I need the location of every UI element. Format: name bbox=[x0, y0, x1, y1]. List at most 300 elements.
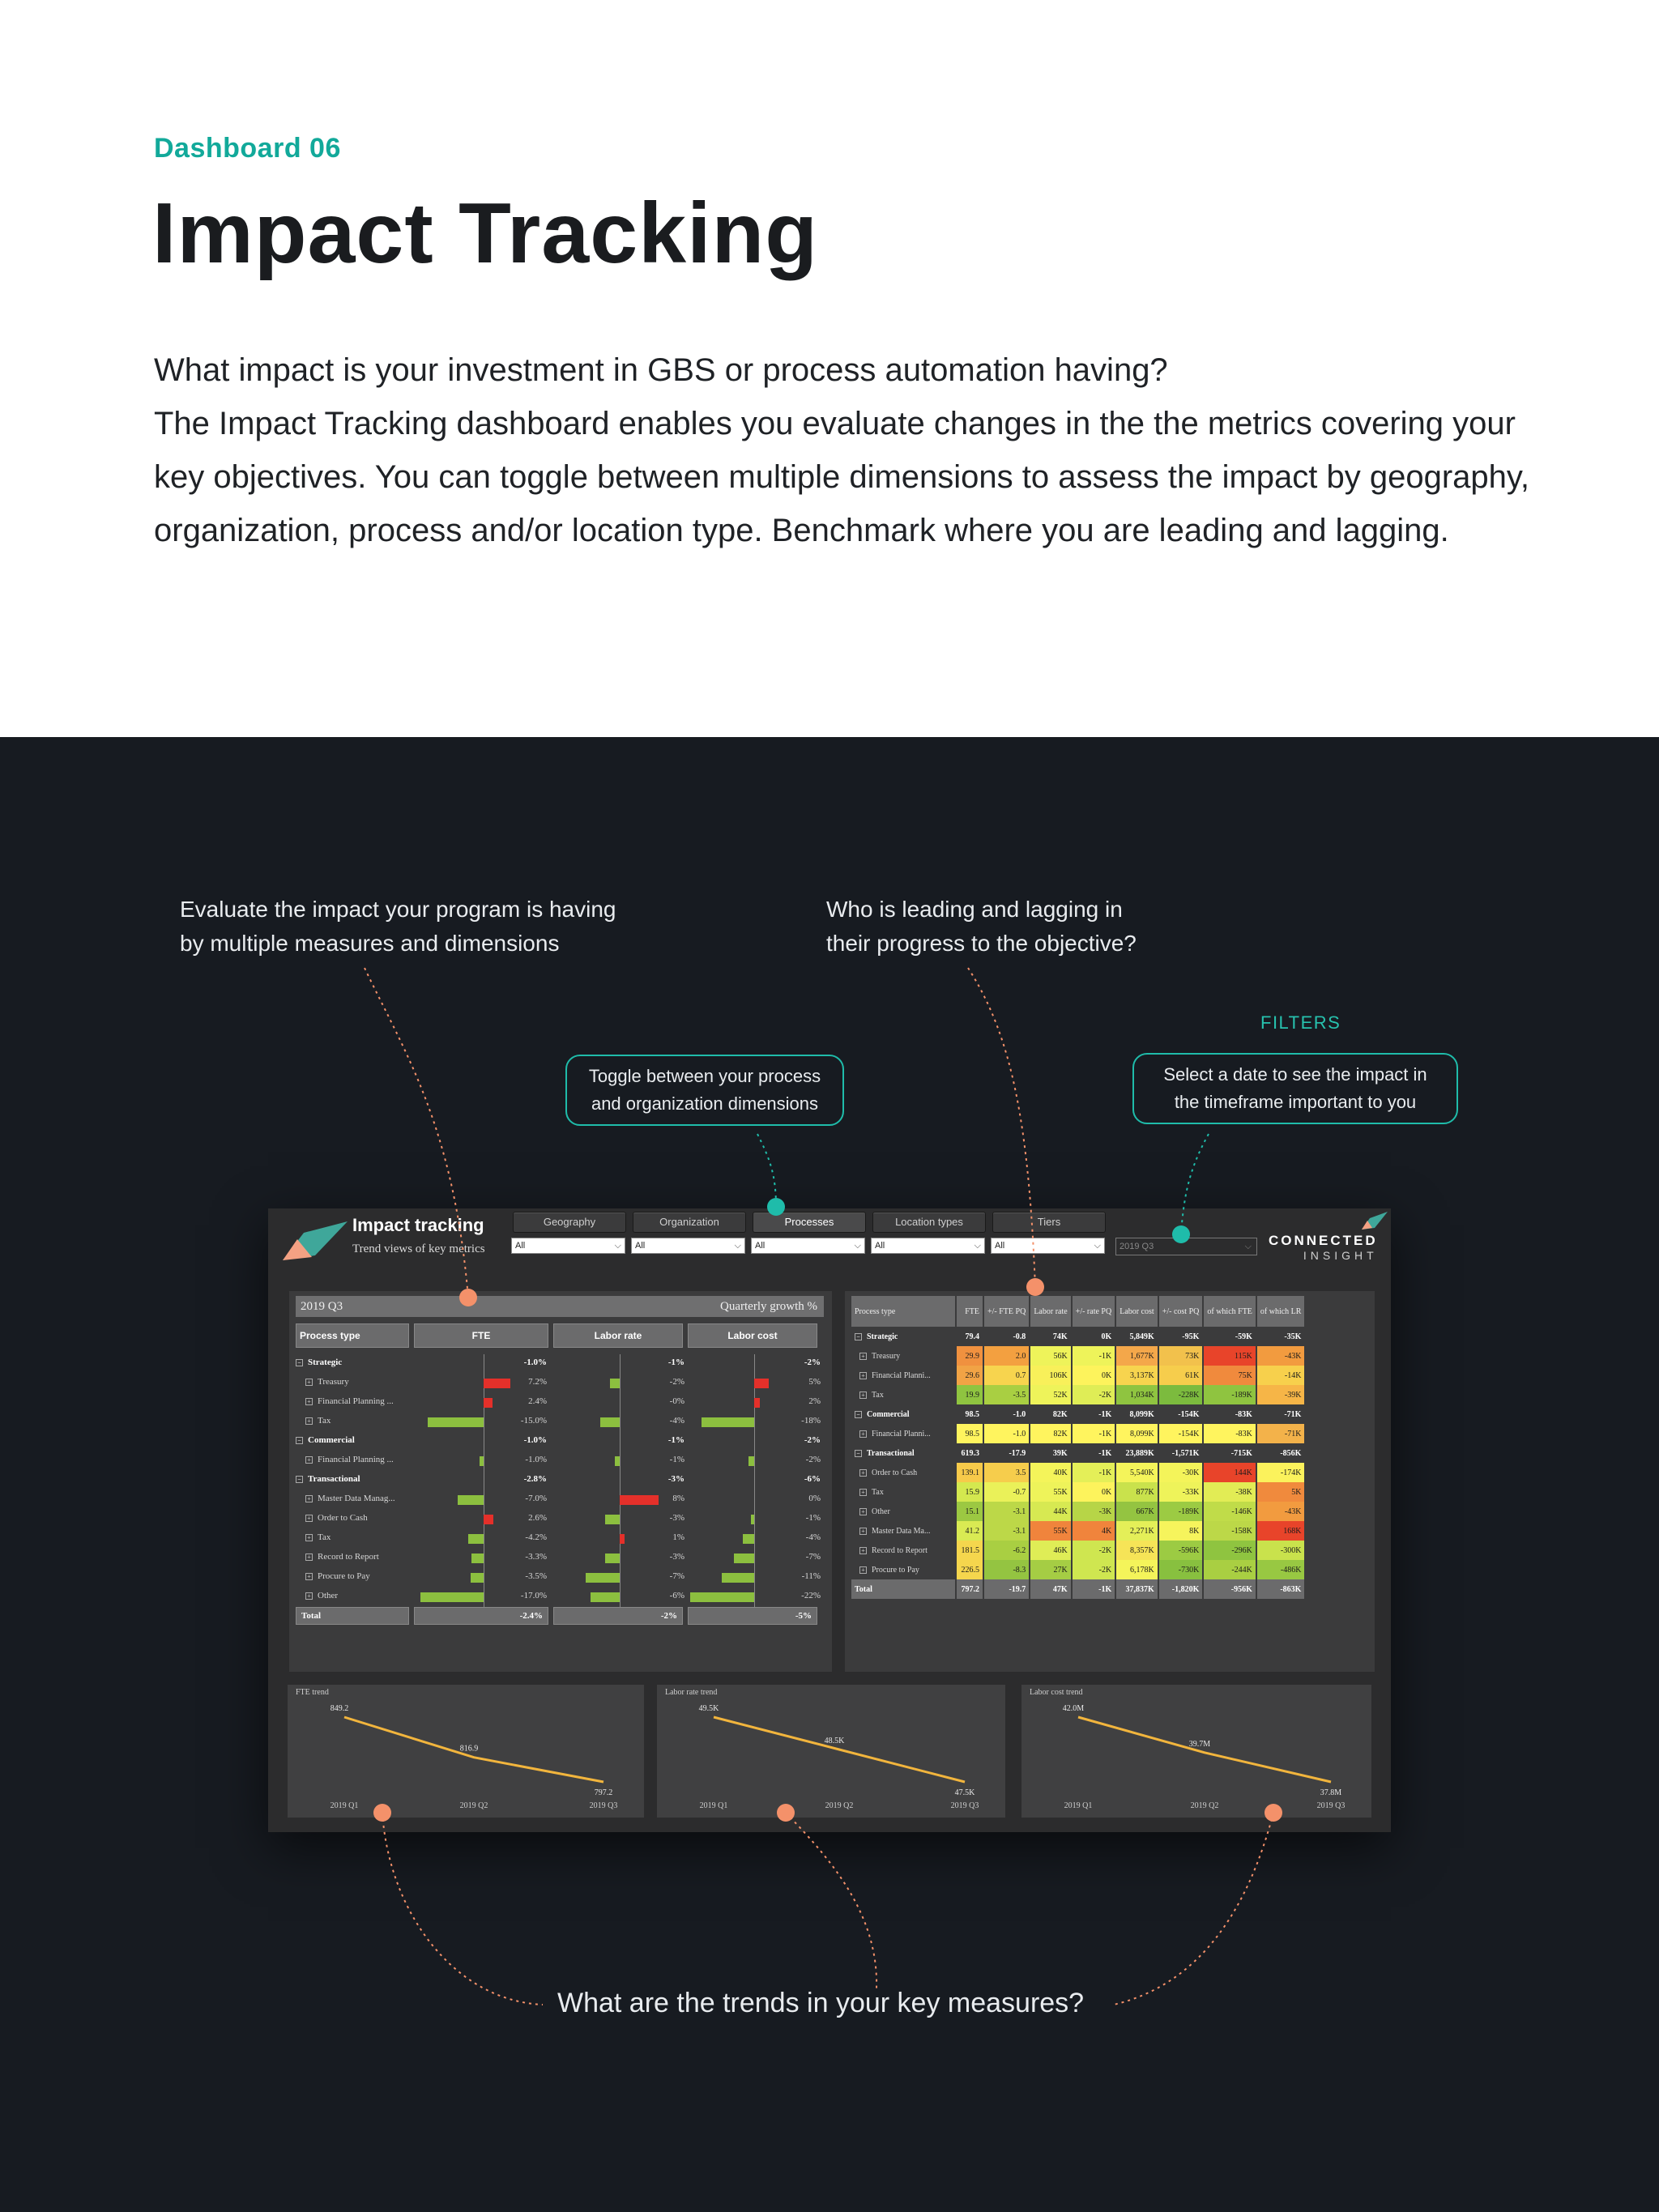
fte-trend-card bbox=[288, 1685, 644, 1818]
bar-axis bbox=[620, 1549, 621, 1568]
expand-icon[interactable]: + bbox=[859, 1372, 867, 1379]
heatmap-cell: 15.1 bbox=[957, 1502, 983, 1521]
heatmap-cell: 1,677K bbox=[1116, 1346, 1158, 1366]
dashboard-subtitle: Trend views of key metrics bbox=[352, 1242, 485, 1255]
growth-row[interactable] bbox=[296, 1413, 824, 1432]
growth-value: -2% bbox=[804, 1435, 821, 1445]
heatmap-cell: -6.2 bbox=[984, 1541, 1029, 1560]
date-filter[interactable] bbox=[1115, 1238, 1257, 1255]
expand-icon[interactable]: + bbox=[859, 1430, 867, 1438]
expand-icon[interactable]: + bbox=[859, 1508, 867, 1515]
trend-x-tick: 2019 Q1 bbox=[330, 1801, 359, 1810]
row-label: + Procure to Pay bbox=[296, 1571, 417, 1581]
trend-x-tick: 2019 Q1 bbox=[699, 1801, 728, 1810]
growth-bar bbox=[458, 1495, 484, 1505]
growth-group-row[interactable] bbox=[296, 1471, 824, 1490]
growth-bar bbox=[484, 1398, 493, 1408]
fte-trend-title: FTE trend bbox=[296, 1688, 329, 1697]
tab-organization[interactable]: Organization bbox=[633, 1212, 746, 1233]
heatmap-cell: -71K bbox=[1284, 1409, 1302, 1419]
growth-value: -3% bbox=[669, 1513, 684, 1523]
chevron-down-icon: ⌵ bbox=[1244, 1242, 1252, 1251]
bar-axis bbox=[620, 1413, 621, 1432]
growth-value: -0% bbox=[669, 1396, 684, 1406]
expand-icon[interactable]: + bbox=[305, 1554, 313, 1561]
heatmap-cell: -1.0 bbox=[984, 1424, 1029, 1443]
heatmap-cell: -3.1 bbox=[984, 1502, 1029, 1521]
callout-measures bbox=[180, 893, 616, 961]
quarterly-growth-panel bbox=[289, 1291, 832, 1672]
growth-row[interactable] bbox=[296, 1374, 824, 1393]
growth-value: -7% bbox=[669, 1571, 684, 1581]
growth-value: -2% bbox=[805, 1455, 821, 1464]
heatmap-column-header[interactable]: FTE bbox=[957, 1296, 983, 1327]
dashboard-title: Impact tracking bbox=[352, 1215, 484, 1235]
organization-dropdown-value: All bbox=[635, 1241, 646, 1251]
growth-bar bbox=[615, 1456, 620, 1466]
growth-value: -1% bbox=[805, 1513, 821, 1523]
growth-bar bbox=[471, 1573, 484, 1583]
callout-date-bubble bbox=[1132, 1053, 1458, 1124]
expand-icon[interactable]: + bbox=[305, 1379, 313, 1386]
heatmap-cell: -2K bbox=[1073, 1385, 1115, 1404]
page-title: Impact Tracking bbox=[152, 185, 819, 281]
total-value: -2% bbox=[553, 1607, 683, 1625]
heatmap-row-label: + Order to Cash bbox=[851, 1463, 955, 1482]
heatmap-panel bbox=[845, 1291, 1375, 1672]
expand-icon[interactable]: + bbox=[305, 1592, 313, 1600]
expand-icon[interactable]: + bbox=[859, 1469, 867, 1477]
trend-x-tick: 2019 Q3 bbox=[1316, 1801, 1346, 1810]
bar-axis bbox=[754, 1588, 755, 1607]
heatmap-column-header[interactable]: Process type bbox=[851, 1296, 955, 1327]
heatmap-cell: -300K bbox=[1257, 1541, 1305, 1560]
column-fte[interactable]: FTE bbox=[414, 1323, 548, 1348]
growth-bar bbox=[620, 1534, 625, 1544]
growth-value: -1.0% bbox=[525, 1455, 547, 1464]
heatmap-cell: 52K bbox=[1030, 1385, 1070, 1404]
column-process-type[interactable]: Process type bbox=[296, 1323, 409, 1348]
trend-line bbox=[1078, 1717, 1331, 1782]
heatmap-cell: -0.8 bbox=[1013, 1332, 1026, 1341]
bar-axis bbox=[754, 1471, 755, 1490]
heatmap-cell: -83K bbox=[1235, 1409, 1252, 1419]
growth-row[interactable] bbox=[296, 1588, 824, 1607]
labor-cost-trend-card bbox=[1021, 1685, 1371, 1818]
row-label: − Strategic bbox=[296, 1357, 417, 1367]
growth-value: 2.6% bbox=[528, 1513, 547, 1523]
heatmap-cell: 5K bbox=[1257, 1482, 1305, 1502]
heatmap-row-label: + Tax bbox=[851, 1385, 955, 1404]
expand-icon[interactable]: + bbox=[859, 1353, 867, 1360]
column-labor-rate[interactable]: Labor rate bbox=[553, 1323, 683, 1348]
collapse-icon[interactable]: − bbox=[296, 1476, 303, 1483]
callout-toggle-bubble bbox=[565, 1055, 844, 1126]
expand-icon[interactable]: + bbox=[305, 1398, 313, 1405]
growth-row[interactable] bbox=[296, 1393, 824, 1413]
heatmap-cell: 40K bbox=[1030, 1463, 1070, 1482]
heatmap-row-label: + Record to Report bbox=[851, 1541, 955, 1560]
growth-value: 2.4% bbox=[528, 1396, 547, 1406]
heatmap-cell: -0.7 bbox=[984, 1482, 1029, 1502]
heatmap-row-label: + Procure to Pay bbox=[851, 1560, 955, 1579]
tiers-dropdown[interactable] bbox=[991, 1238, 1105, 1254]
heatmap-cell: -2K bbox=[1073, 1560, 1115, 1579]
heatmap-cell: 8,099K bbox=[1116, 1424, 1158, 1443]
labor-rate-trend-chart bbox=[657, 1685, 1005, 1818]
growth-bar bbox=[468, 1534, 484, 1544]
heatmap-cell: -83K bbox=[1204, 1424, 1256, 1443]
heatmap-cell: 619.3 bbox=[961, 1448, 979, 1458]
bar-axis bbox=[620, 1374, 621, 1393]
chevron-down-icon: ⌵ bbox=[614, 1241, 621, 1251]
total-label: Total bbox=[296, 1607, 409, 1625]
growth-row[interactable] bbox=[296, 1510, 824, 1529]
total-value: 47K bbox=[1030, 1579, 1070, 1599]
total-value: -19.7 bbox=[984, 1579, 1029, 1599]
growth-bar bbox=[754, 1398, 760, 1408]
heatmap-row[interactable] bbox=[851, 1385, 1304, 1404]
growth-value: -7.0% bbox=[525, 1494, 547, 1503]
location-types-dropdown[interactable] bbox=[871, 1238, 985, 1254]
growth-value: -1% bbox=[669, 1455, 684, 1464]
growth-value: -7% bbox=[805, 1552, 821, 1562]
heatmap-cell: -1K bbox=[1073, 1424, 1115, 1443]
connector-trend-rate bbox=[786, 1813, 876, 1988]
tab-location-types[interactable]: Location types bbox=[872, 1212, 986, 1233]
expand-icon[interactable]: + bbox=[859, 1489, 867, 1496]
heatmap-cell: 181.5 bbox=[957, 1541, 983, 1560]
dimension-filters bbox=[511, 1238, 1105, 1254]
heatmap-row[interactable] bbox=[851, 1502, 1304, 1521]
callout-leading-line1: Who is leading and lagging in bbox=[826, 897, 1123, 922]
heatmap-cell: -730K bbox=[1159, 1560, 1203, 1579]
row-label: + Tax bbox=[296, 1532, 417, 1542]
heatmap-cell: 4K bbox=[1073, 1521, 1115, 1541]
collapse-icon[interactable]: − bbox=[296, 1437, 303, 1444]
growth-value: -4% bbox=[805, 1532, 821, 1542]
brand-logo bbox=[1269, 1233, 1378, 1262]
heatmap-row[interactable] bbox=[851, 1560, 1304, 1579]
bar-axis bbox=[620, 1588, 621, 1607]
heatmap-cell: -596K bbox=[1159, 1541, 1203, 1560]
trend-data-label: 849.2 bbox=[330, 1704, 349, 1713]
trend-data-label: 42.0M bbox=[1062, 1704, 1085, 1713]
growth-bar bbox=[591, 1592, 620, 1602]
trend-x-tick: 2019 Q3 bbox=[950, 1801, 979, 1810]
growth-value: 5% bbox=[808, 1377, 821, 1387]
growth-value: 0% bbox=[808, 1494, 821, 1503]
trend-data-label: 39.7M bbox=[1188, 1739, 1211, 1749]
heatmap-cell: 27K bbox=[1030, 1560, 1070, 1579]
heatmap-cell: -43K bbox=[1257, 1502, 1305, 1521]
heatmap-cell: -158K bbox=[1204, 1521, 1256, 1541]
heatmap-cell: 8,357K bbox=[1116, 1541, 1158, 1560]
heatmap-row-label: + Other bbox=[851, 1502, 955, 1521]
row-label: + Other bbox=[296, 1591, 417, 1600]
total-value: -863K bbox=[1257, 1579, 1305, 1599]
growth-panel-header bbox=[296, 1296, 824, 1317]
heatmap-row-label: − Commercial bbox=[851, 1404, 955, 1424]
dashboard-number: Dashboard 06 bbox=[154, 133, 341, 164]
collapse-icon[interactable]: − bbox=[855, 1450, 862, 1457]
growth-bar bbox=[690, 1592, 754, 1602]
heatmap-cell: -715K bbox=[1230, 1448, 1252, 1458]
heatmap-row[interactable] bbox=[851, 1346, 1304, 1366]
organization-dropdown[interactable] bbox=[631, 1238, 745, 1254]
date-filter-value: 2019 Q3 bbox=[1120, 1242, 1154, 1251]
heatmap-row[interactable] bbox=[851, 1541, 1304, 1560]
heatmap-group-row[interactable] bbox=[851, 1327, 1304, 1346]
heatmap-cell: 79.4 bbox=[965, 1332, 979, 1341]
heatmap-column-header[interactable]: of which FTE bbox=[1204, 1296, 1256, 1327]
growth-bar bbox=[605, 1554, 620, 1563]
brand-mark-icon bbox=[1360, 1210, 1388, 1231]
collapse-icon[interactable]: − bbox=[296, 1359, 303, 1366]
heatmap-cell: 29.9 bbox=[957, 1346, 983, 1366]
heatmap-cell: 44K bbox=[1030, 1502, 1070, 1521]
expand-icon[interactable]: + bbox=[305, 1515, 313, 1522]
expand-icon[interactable]: + bbox=[859, 1528, 867, 1535]
expand-icon[interactable]: + bbox=[859, 1547, 867, 1554]
row-label: + Financial Planning ... bbox=[296, 1455, 417, 1464]
location-types-dropdown-value: All bbox=[875, 1241, 885, 1251]
tab-tiers[interactable]: Tiers bbox=[992, 1212, 1106, 1233]
heatmap-cell: 226.5 bbox=[957, 1560, 983, 1579]
row-label: + Order to Cash bbox=[296, 1513, 417, 1523]
expand-icon[interactable]: + bbox=[305, 1534, 313, 1541]
heatmap-row-label: + Tax bbox=[851, 1482, 955, 1502]
heatmap-cell: -3.5 bbox=[984, 1385, 1029, 1404]
heatmap-cell: 0.7 bbox=[984, 1366, 1029, 1385]
heatmap-cell: 75K bbox=[1204, 1366, 1256, 1385]
growth-bar bbox=[484, 1515, 493, 1524]
heatmap-column-header[interactable]: +/- cost PQ bbox=[1159, 1296, 1203, 1327]
bar-axis bbox=[620, 1510, 621, 1529]
chevron-down-icon: ⌵ bbox=[1094, 1241, 1101, 1251]
callout-toggle-line1: Toggle between your process bbox=[588, 1066, 821, 1086]
growth-value: 8% bbox=[672, 1494, 684, 1503]
heatmap-row[interactable] bbox=[851, 1463, 1304, 1482]
heatmap-column-header[interactable]: +/- FTE PQ bbox=[984, 1296, 1029, 1327]
collapse-icon[interactable]: − bbox=[855, 1333, 862, 1340]
heatmap-cell: -14K bbox=[1257, 1366, 1305, 1385]
expand-icon[interactable]: + bbox=[305, 1417, 313, 1425]
bar-axis bbox=[754, 1432, 755, 1451]
heatmap-row[interactable] bbox=[851, 1366, 1304, 1385]
heatmap-cell: 5,540K bbox=[1116, 1463, 1158, 1482]
growth-period: 2019 Q3 bbox=[301, 1300, 343, 1313]
growth-value: -3.5% bbox=[525, 1571, 547, 1581]
growth-value: 2% bbox=[808, 1396, 821, 1406]
bar-axis bbox=[620, 1568, 621, 1588]
chevron-down-icon: ⌵ bbox=[854, 1241, 861, 1251]
growth-row[interactable] bbox=[296, 1529, 824, 1549]
heatmap-cell: -35K bbox=[1284, 1332, 1302, 1341]
growth-row[interactable] bbox=[296, 1490, 824, 1510]
tab-processes[interactable]: Processes bbox=[753, 1212, 866, 1233]
growth-group-row[interactable] bbox=[296, 1432, 824, 1451]
heatmap-cell: 23,889K bbox=[1125, 1448, 1154, 1458]
growth-value: -17.0% bbox=[520, 1591, 547, 1600]
dashboard-showcase bbox=[0, 737, 1659, 2212]
trend-data-label: 48.5K bbox=[824, 1737, 845, 1745]
heatmap-row[interactable] bbox=[851, 1482, 1304, 1502]
tab-geography[interactable]: Geography bbox=[513, 1212, 626, 1233]
growth-row[interactable] bbox=[296, 1451, 824, 1471]
heatmap-cell: -244K bbox=[1204, 1560, 1256, 1579]
total-value: -1K bbox=[1073, 1579, 1115, 1599]
heatmap-row-label: + Financial Planni... bbox=[851, 1366, 955, 1385]
heatmap-cell: -296K bbox=[1204, 1541, 1256, 1560]
dashboard-screenshot bbox=[268, 1208, 1391, 1832]
heatmap-row[interactable] bbox=[851, 1521, 1304, 1541]
row-label: − Commercial bbox=[296, 1435, 417, 1445]
heatmap-cell: -3.1 bbox=[984, 1521, 1029, 1541]
heatmap-cell: 106K bbox=[1030, 1366, 1070, 1385]
heatmap-cell: 144K bbox=[1204, 1463, 1256, 1482]
heatmap-cell: 5,849K bbox=[1129, 1332, 1154, 1341]
heatmap-cell: -174K bbox=[1257, 1463, 1305, 1482]
growth-bar bbox=[471, 1554, 484, 1563]
total-value: -1,820K bbox=[1159, 1579, 1203, 1599]
row-label: + Record to Report bbox=[296, 1552, 417, 1562]
heatmap-group-row[interactable] bbox=[851, 1404, 1304, 1424]
heatmap-cell: 19.9 bbox=[957, 1385, 983, 1404]
bar-axis bbox=[754, 1354, 755, 1374]
bar-axis bbox=[754, 1529, 755, 1549]
heatmap-cell: -1K bbox=[1073, 1463, 1115, 1482]
callout-measures-line2: by multiple measures and dimensions bbox=[180, 931, 560, 956]
heatmap-cell: -39K bbox=[1257, 1385, 1305, 1404]
heatmap-cell: -95K bbox=[1182, 1332, 1200, 1341]
bar-axis bbox=[754, 1510, 755, 1529]
processes-dropdown-value: All bbox=[755, 1241, 766, 1251]
total-value: -2.4% bbox=[414, 1607, 548, 1625]
growth-value: -11% bbox=[801, 1571, 821, 1581]
heatmap-cell: 0K bbox=[1073, 1366, 1115, 1385]
heatmap-row[interactable] bbox=[851, 1424, 1304, 1443]
growth-group-row[interactable] bbox=[296, 1354, 824, 1374]
heatmap-column-header[interactable]: +/- rate PQ bbox=[1073, 1296, 1115, 1327]
geography-dropdown-value: All bbox=[515, 1241, 526, 1251]
growth-row[interactable] bbox=[296, 1549, 824, 1568]
heatmap-cell: -1K bbox=[1098, 1448, 1112, 1458]
heatmap-cell: 2,271K bbox=[1116, 1521, 1158, 1541]
heatmap-column-header[interactable]: Labor rate bbox=[1030, 1296, 1070, 1327]
callout-measures-line1: Evaluate the impact your program is having bbox=[180, 897, 616, 922]
growth-bar bbox=[743, 1534, 754, 1544]
heatmap-cell: -1K bbox=[1073, 1346, 1115, 1366]
trend-data-label: 37.8M bbox=[1320, 1788, 1342, 1797]
heatmap-cell: 61K bbox=[1159, 1366, 1203, 1385]
heatmap-cell: 55K bbox=[1030, 1521, 1070, 1541]
heatmap-cell: 139.1 bbox=[957, 1463, 983, 1482]
bar-axis bbox=[754, 1490, 755, 1510]
heatmap-cell: -154K bbox=[1159, 1424, 1203, 1443]
callout-leading-line2: their progress to the objective? bbox=[826, 931, 1137, 956]
heatmap-table bbox=[850, 1296, 1306, 1599]
growth-value: -2.8% bbox=[523, 1474, 547, 1484]
heatmap-group-row[interactable] bbox=[851, 1443, 1304, 1463]
bar-axis bbox=[620, 1451, 621, 1471]
heatmap-header-row bbox=[851, 1296, 1304, 1327]
intro-body: The Impact Tracking dashboard enables you evaluate changes in the the metrics covering your key objectives. You can toggle between multiple dimensions to assess the impact by geography, organization, process and/or location type. Benchmark where you are leading and lagging. bbox=[154, 406, 1530, 548]
growth-bar bbox=[722, 1573, 754, 1583]
heatmap-cell: 74K bbox=[1052, 1332, 1068, 1341]
heatmap-cell: 877K bbox=[1116, 1482, 1158, 1502]
heatmap-cell: -189K bbox=[1159, 1502, 1203, 1521]
expand-icon[interactable]: + bbox=[305, 1495, 313, 1502]
heatmap-cell: 98.5 bbox=[957, 1424, 983, 1443]
trend-line bbox=[714, 1717, 965, 1782]
heatmap-cell: -3K bbox=[1073, 1502, 1115, 1521]
heatmap-row-label: − Transactional bbox=[851, 1443, 955, 1463]
trend-data-label: 797.2 bbox=[594, 1788, 613, 1797]
total-value: 797.2 bbox=[957, 1579, 983, 1599]
growth-bar bbox=[734, 1554, 754, 1563]
column-labor-cost[interactable]: Labor cost bbox=[688, 1323, 817, 1348]
growth-value: -6% bbox=[804, 1474, 821, 1484]
total-value: 37,837K bbox=[1116, 1579, 1158, 1599]
row-label: + Treasury bbox=[296, 1377, 417, 1387]
dimension-tabs bbox=[513, 1212, 1106, 1234]
heatmap-cell: -228K bbox=[1159, 1385, 1203, 1404]
expand-icon[interactable]: + bbox=[859, 1566, 867, 1574]
processes-dropdown[interactable] bbox=[751, 1238, 865, 1254]
expand-icon[interactable]: + bbox=[859, 1392, 867, 1399]
growth-bar bbox=[754, 1379, 769, 1388]
growth-value: -1.0% bbox=[523, 1435, 547, 1445]
growth-value: 7.2% bbox=[528, 1377, 547, 1387]
heatmap-cell: -59K bbox=[1235, 1332, 1252, 1341]
heatmap-cell: 6,178K bbox=[1116, 1560, 1158, 1579]
heatmap-column-header[interactable]: Labor cost bbox=[1116, 1296, 1158, 1327]
connector-toggle bbox=[757, 1134, 776, 1207]
growth-bar bbox=[586, 1573, 620, 1583]
heatmap-cell: 41.2 bbox=[957, 1521, 983, 1541]
expand-icon[interactable]: + bbox=[305, 1573, 313, 1580]
heatmap-column-header[interactable]: of which LR bbox=[1257, 1296, 1305, 1327]
heatmap-cell: -2K bbox=[1073, 1541, 1115, 1560]
heatmap-cell: -38K bbox=[1204, 1482, 1256, 1502]
callout-date-line1: Select a date to see the impact in bbox=[1163, 1064, 1427, 1085]
heatmap-cell: 29.6 bbox=[957, 1366, 983, 1385]
heatmap-cell: 3.5 bbox=[984, 1463, 1029, 1482]
heatmap-cell: 0K bbox=[1101, 1332, 1112, 1341]
total-value: -5% bbox=[688, 1607, 817, 1625]
intro-description bbox=[154, 343, 1531, 557]
heatmap-cell: 115K bbox=[1204, 1346, 1256, 1366]
geography-dropdown[interactable] bbox=[511, 1238, 625, 1254]
row-label: + Tax bbox=[296, 1416, 417, 1426]
growth-value: -22% bbox=[801, 1591, 821, 1600]
growth-value: -4% bbox=[669, 1416, 684, 1426]
growth-value: -2% bbox=[804, 1357, 821, 1367]
growth-row[interactable] bbox=[296, 1568, 824, 1588]
heatmap-cell: 39K bbox=[1052, 1448, 1068, 1458]
callout-toggle-line2: and organization dimensions bbox=[591, 1093, 819, 1114]
growth-value: -3.3% bbox=[525, 1552, 547, 1562]
heatmap-cell: -486K bbox=[1257, 1560, 1305, 1579]
collapse-icon[interactable]: − bbox=[855, 1411, 862, 1418]
growth-value: -4.2% bbox=[525, 1532, 547, 1542]
heatmap-cell: -154K bbox=[1178, 1409, 1200, 1419]
total-label: Total bbox=[851, 1579, 955, 1599]
expand-icon[interactable]: + bbox=[305, 1456, 313, 1464]
heatmap-cell: -1,571K bbox=[1171, 1448, 1200, 1458]
heatmap-body bbox=[851, 1327, 1304, 1599]
